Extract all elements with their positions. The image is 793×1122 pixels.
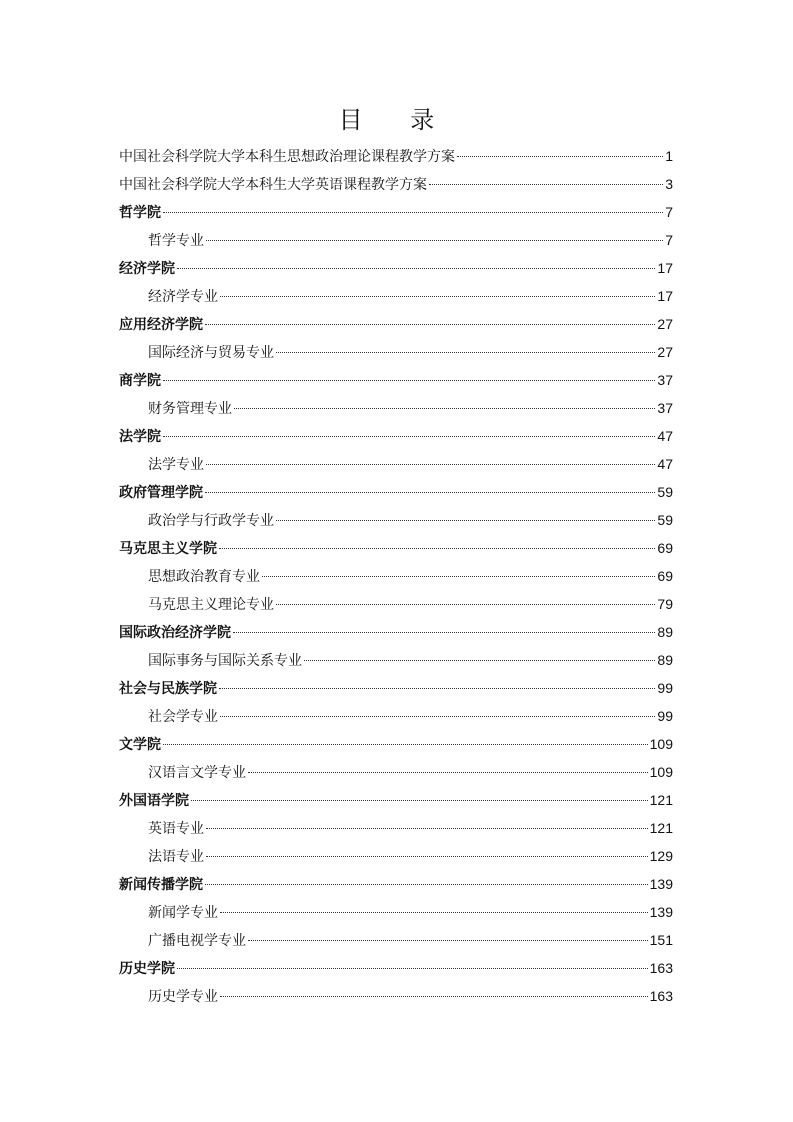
toc-entry-label: 国际政治经济学院 <box>119 625 231 641</box>
toc-page-number: 37 <box>657 372 673 388</box>
toc-entry-label: 历史学专业 <box>148 989 218 1005</box>
toc-dot-leader <box>248 940 648 941</box>
toc-page-number: 99 <box>657 708 673 724</box>
toc-entry-label: 马克思主义理论专业 <box>148 597 274 613</box>
toc-page-number: 79 <box>657 596 673 612</box>
toc-entry[interactable] <box>119 173 673 201</box>
toc-page-number: 59 <box>657 512 673 528</box>
toc-entry-label: 政府管理学院 <box>119 485 203 501</box>
toc-dot-leader <box>205 884 648 885</box>
toc-subsection-entry[interactable] <box>119 565 673 593</box>
toc-subsection-entry[interactable] <box>119 901 673 929</box>
toc-section-entry[interactable] <box>119 369 673 397</box>
toc-dot-leader <box>163 744 648 745</box>
toc-page-number: 109 <box>649 764 673 780</box>
toc-entry-label: 中国社会科学院大学本科生思想政治理论课程教学方案 <box>119 149 455 165</box>
toc-page-number: 3 <box>665 176 673 192</box>
toc-entry-label: 财务管理专业 <box>148 401 232 417</box>
toc-page-number: 27 <box>657 316 673 332</box>
toc-dot-leader <box>429 184 663 185</box>
toc-dot-leader <box>177 268 655 269</box>
toc-page-number: 89 <box>657 624 673 640</box>
table-of-contents <box>119 145 673 1013</box>
toc-dot-leader <box>233 632 655 633</box>
toc-subsection-entry[interactable] <box>119 341 673 369</box>
toc-dot-leader <box>220 716 655 717</box>
toc-entry-label: 广播电视学专业 <box>148 933 246 949</box>
toc-subsection-entry[interactable] <box>119 845 673 873</box>
toc-subsection-entry[interactable] <box>119 817 673 845</box>
toc-page-number: 47 <box>657 428 673 444</box>
toc-subsection-entry[interactable] <box>119 649 673 677</box>
toc-dot-leader <box>163 212 663 213</box>
toc-entry-label: 思想政治教育专业 <box>148 569 260 585</box>
toc-entry-label: 政治学与行政学专业 <box>148 513 274 529</box>
toc-dot-leader <box>163 436 655 437</box>
toc-entry-label: 新闻学专业 <box>148 905 218 921</box>
toc-subsection-entry[interactable] <box>119 285 673 313</box>
toc-page-number: 69 <box>657 540 673 556</box>
toc-entry-label: 国际事务与国际关系专业 <box>148 653 302 669</box>
toc-page-number: 37 <box>657 400 673 416</box>
toc-section-entry[interactable] <box>119 481 673 509</box>
toc-subsection-entry[interactable] <box>119 509 673 537</box>
toc-dot-leader <box>248 772 648 773</box>
toc-section-entry[interactable] <box>119 873 673 901</box>
toc-dot-leader <box>206 240 663 241</box>
toc-subsection-entry[interactable] <box>119 761 673 789</box>
toc-page-number: 89 <box>657 652 673 668</box>
toc-section-entry[interactable] <box>119 537 673 565</box>
toc-entry-label: 应用经济学院 <box>119 317 203 333</box>
toc-section-entry[interactable] <box>119 733 673 761</box>
toc-dot-leader <box>163 380 655 381</box>
toc-dot-leader <box>220 996 648 997</box>
toc-page-number: 7 <box>665 204 673 220</box>
toc-dot-leader <box>304 660 655 661</box>
toc-page-number: 151 <box>649 932 673 948</box>
toc-dot-leader <box>206 856 648 857</box>
toc-dot-leader <box>177 968 648 969</box>
toc-entry-label: 法语专业 <box>148 849 204 865</box>
toc-dot-leader <box>457 156 663 157</box>
toc-entry-label: 社会与民族学院 <box>119 681 217 697</box>
toc-page-number: 121 <box>649 792 673 808</box>
toc-entry-label: 中国社会科学院大学本科生大学英语课程教学方案 <box>119 177 427 193</box>
toc-entry-label: 法学专业 <box>148 457 204 473</box>
toc-dot-leader <box>276 352 655 353</box>
toc-entry-label: 社会学专业 <box>148 709 218 725</box>
toc-page-number: 121 <box>649 820 673 836</box>
toc-page-number: 139 <box>649 904 673 920</box>
toc-dot-leader <box>276 604 655 605</box>
toc-dot-leader <box>219 548 655 549</box>
toc-entry[interactable] <box>119 145 673 173</box>
toc-dot-leader <box>220 912 648 913</box>
toc-section-entry[interactable] <box>119 677 673 705</box>
toc-entry-label: 外国语学院 <box>119 793 189 809</box>
toc-section-entry[interactable] <box>119 313 673 341</box>
toc-subsection-entry[interactable] <box>119 229 673 257</box>
toc-entry-label: 英语专业 <box>148 821 204 837</box>
toc-entry-label: 历史学院 <box>119 961 175 977</box>
toc-page-number: 139 <box>649 876 673 892</box>
toc-dot-leader <box>206 828 648 829</box>
toc-page-number: 129 <box>649 848 673 864</box>
page-title: 目 录 <box>338 106 455 134</box>
toc-subsection-entry[interactable] <box>119 929 673 957</box>
toc-entry-label: 经济学院 <box>119 261 175 277</box>
toc-page-number: 27 <box>657 344 673 360</box>
toc-entry-label: 法学院 <box>119 429 161 445</box>
toc-dot-leader <box>205 492 655 493</box>
toc-section-entry[interactable] <box>119 621 673 649</box>
toc-entry-label: 哲学院 <box>119 205 161 221</box>
toc-entry-label: 汉语言文学专业 <box>148 765 246 781</box>
toc-page-number: 1 <box>665 148 673 164</box>
toc-subsection-entry[interactable] <box>119 985 673 1013</box>
toc-section-entry[interactable] <box>119 201 673 229</box>
toc-page-number: 47 <box>657 456 673 472</box>
toc-entry-label: 马克思主义学院 <box>119 541 217 557</box>
toc-subsection-entry[interactable] <box>119 593 673 621</box>
toc-page-number: 163 <box>649 960 673 976</box>
toc-dot-leader <box>276 520 655 521</box>
toc-dot-leader <box>206 464 655 465</box>
toc-entry-label: 新闻传播学院 <box>119 877 203 893</box>
toc-page-number: 17 <box>657 288 673 304</box>
toc-page-number: 7 <box>665 232 673 248</box>
toc-page-number: 59 <box>657 484 673 500</box>
toc-page-number: 109 <box>649 736 673 752</box>
toc-subsection-entry[interactable] <box>119 453 673 481</box>
toc-section-entry[interactable] <box>119 425 673 453</box>
toc-dot-leader <box>219 688 655 689</box>
toc-section-entry[interactable] <box>119 789 673 817</box>
toc-entry-label: 哲学专业 <box>148 233 204 249</box>
toc-page-number: 163 <box>649 988 673 1004</box>
toc-dot-leader <box>234 408 655 409</box>
toc-subsection-entry[interactable] <box>119 397 673 425</box>
toc-subsection-entry[interactable] <box>119 705 673 733</box>
toc-entry-label: 国际经济与贸易专业 <box>148 345 274 361</box>
toc-page-number: 17 <box>657 260 673 276</box>
toc-section-entry[interactable] <box>119 257 673 285</box>
toc-page-number: 99 <box>657 680 673 696</box>
toc-section-entry[interactable] <box>119 957 673 985</box>
toc-dot-leader <box>220 296 655 297</box>
toc-entry-label: 经济学专业 <box>148 289 218 305</box>
toc-dot-leader <box>262 576 655 577</box>
toc-dot-leader <box>191 800 648 801</box>
toc-page-number: 69 <box>657 568 673 584</box>
toc-entry-label: 商学院 <box>119 373 161 389</box>
toc-entry-label: 文学院 <box>119 737 161 753</box>
toc-dot-leader <box>205 324 655 325</box>
